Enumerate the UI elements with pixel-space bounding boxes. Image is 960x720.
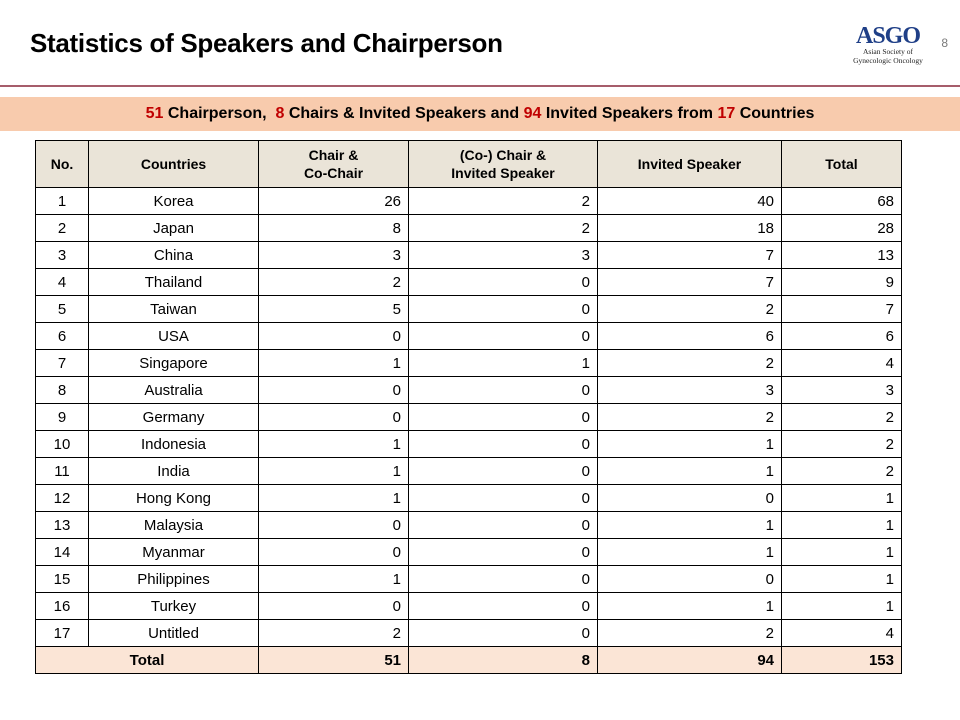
- table-row: [36, 269, 902, 296]
- cell-country: China: [89, 242, 259, 269]
- slide-title: Statistics of Speakers and Chairperson: [30, 28, 503, 58]
- cell-invited: 1: [598, 539, 782, 566]
- cell-country: Untitled: [89, 620, 259, 647]
- cell-chair: 26: [259, 188, 409, 215]
- cell-total: 1: [782, 485, 902, 512]
- cell-country: Japan: [89, 215, 259, 242]
- banner-speaker-label: Invited Speakers from: [545, 105, 713, 122]
- cell-no: 6: [36, 323, 89, 350]
- table-row: [36, 404, 902, 431]
- cell-total: 68: [782, 188, 902, 215]
- table-row: [36, 323, 902, 350]
- cell-chair: 2: [259, 620, 409, 647]
- cell-chair: 1: [259, 458, 409, 485]
- table-body: [36, 188, 902, 647]
- cell-total: 4: [782, 350, 902, 377]
- cell-country: Philippines: [89, 566, 259, 593]
- cell-invited: 40: [598, 188, 782, 215]
- cell-chair: 0: [259, 377, 409, 404]
- table-row: [36, 431, 902, 458]
- cell-no: 1: [36, 188, 89, 215]
- cell-no: 17: [36, 620, 89, 647]
- page-number: 8: [941, 36, 948, 50]
- logo-mark-text: ASGO: [855, 23, 920, 49]
- cell-chair: 0: [259, 539, 409, 566]
- cell-no: 10: [36, 431, 89, 458]
- header-cochair-line1: (Co-) Chair &: [459, 147, 547, 163]
- cell-invited: 1: [598, 512, 782, 539]
- cell-country: Turkey: [89, 593, 259, 620]
- cell-cochair: 0: [409, 269, 598, 296]
- cell-total: 9: [782, 269, 902, 296]
- cell-cochair: 0: [409, 404, 598, 431]
- table-row: [36, 539, 902, 566]
- cell-country: Malaysia: [89, 512, 259, 539]
- cell-invited: 18: [598, 215, 782, 242]
- cell-invited: 1: [598, 593, 782, 620]
- cell-invited: 1: [598, 431, 782, 458]
- cell-cochair: 0: [409, 539, 598, 566]
- cell-country: USA: [89, 323, 259, 350]
- cell-country: Australia: [89, 377, 259, 404]
- cell-total: 3: [782, 377, 902, 404]
- cell-cochair: 0: [409, 431, 598, 458]
- header-no: No.: [36, 141, 89, 188]
- total-cochair: 8: [409, 647, 598, 674]
- cell-cochair: 0: [409, 296, 598, 323]
- cell-cochair: 0: [409, 620, 598, 647]
- cell-invited: 2: [598, 296, 782, 323]
- cell-no: 14: [36, 539, 89, 566]
- cell-no: 15: [36, 566, 89, 593]
- cell-invited: 2: [598, 350, 782, 377]
- banner-country-count: 17: [717, 105, 736, 122]
- cell-cochair: 0: [409, 566, 598, 593]
- table-row: [36, 593, 902, 620]
- header-total: Total: [782, 141, 902, 188]
- cell-total: 1: [782, 593, 902, 620]
- cell-no: 16: [36, 593, 89, 620]
- cell-country: Germany: [89, 404, 259, 431]
- banner-chair-label: Chairperson,: [167, 105, 267, 122]
- header-cochair-speaker: [409, 141, 598, 188]
- cell-total: 1: [782, 539, 902, 566]
- cell-invited: 2: [598, 620, 782, 647]
- total-invited: 94: [598, 647, 782, 674]
- cell-cochair: 2: [409, 215, 598, 242]
- cell-chair: 3: [259, 242, 409, 269]
- logo-mark: [843, 24, 933, 48]
- header-cochair-line2: Invited Speaker: [451, 165, 555, 181]
- cell-invited: 7: [598, 242, 782, 269]
- cell-invited: 2: [598, 404, 782, 431]
- table-row: [36, 377, 902, 404]
- cell-cochair: 0: [409, 323, 598, 350]
- banner-country-label: Countries: [739, 105, 815, 122]
- cell-invited: 0: [598, 566, 782, 593]
- cell-chair: 1: [259, 431, 409, 458]
- table-row: [36, 512, 902, 539]
- total-row: [36, 647, 902, 674]
- cell-country: Myanmar: [89, 539, 259, 566]
- table-row: [36, 242, 902, 269]
- header-chair: [259, 141, 409, 188]
- cell-total: 28: [782, 215, 902, 242]
- cell-total: 13: [782, 242, 902, 269]
- cell-no: 12: [36, 485, 89, 512]
- banner-both-count: 8: [275, 105, 285, 122]
- cell-no: 13: [36, 512, 89, 539]
- cell-country: Taiwan: [89, 296, 259, 323]
- table-row: [36, 350, 902, 377]
- cell-country: Singapore: [89, 350, 259, 377]
- table-row: [36, 620, 902, 647]
- header-countries: Countries: [89, 141, 259, 188]
- table-row: [36, 566, 902, 593]
- cell-total: 2: [782, 404, 902, 431]
- cell-invited: 0: [598, 485, 782, 512]
- header-invited: Invited Speaker: [598, 141, 782, 188]
- cell-chair: 5: [259, 296, 409, 323]
- cell-invited: 7: [598, 269, 782, 296]
- cell-no: 11: [36, 458, 89, 485]
- cell-no: 2: [36, 215, 89, 242]
- cell-chair: 8: [259, 215, 409, 242]
- cell-chair: 0: [259, 512, 409, 539]
- cell-invited: 1: [598, 458, 782, 485]
- cell-chair: 2: [259, 269, 409, 296]
- table-header-row: [36, 141, 902, 188]
- cell-cochair: 3: [409, 242, 598, 269]
- cell-chair: 0: [259, 593, 409, 620]
- cell-cochair: 0: [409, 593, 598, 620]
- total-chair: 51: [259, 647, 409, 674]
- table-row: [36, 215, 902, 242]
- cell-country: Thailand: [89, 269, 259, 296]
- table-row: [36, 296, 902, 323]
- total-total: 153: [782, 647, 902, 674]
- table-row: [36, 485, 902, 512]
- logo-subtitle-line2: Gynecologic Oncology: [853, 55, 923, 65]
- cell-chair: 0: [259, 404, 409, 431]
- cell-total: 1: [782, 512, 902, 539]
- cell-chair: 1: [259, 566, 409, 593]
- asgo-logo: [843, 24, 933, 72]
- cell-chair: 0: [259, 323, 409, 350]
- header-chair-line1: Chair &: [308, 147, 359, 163]
- cell-country: Korea: [89, 188, 259, 215]
- cell-country: Hong Kong: [89, 485, 259, 512]
- cell-invited: 6: [598, 323, 782, 350]
- table-row: [36, 188, 902, 215]
- total-label: Total: [36, 647, 259, 674]
- cell-total: 1: [782, 566, 902, 593]
- cell-chair: 1: [259, 485, 409, 512]
- table-row: [36, 458, 902, 485]
- cell-cochair: 0: [409, 485, 598, 512]
- cell-cochair: 0: [409, 512, 598, 539]
- speaker-statistics-table: [35, 140, 902, 674]
- banner-speaker-count: 94: [523, 105, 542, 122]
- cell-total: 2: [782, 458, 902, 485]
- cell-no: 7: [36, 350, 89, 377]
- cell-chair: 1: [259, 350, 409, 377]
- banner-chair-count: 51: [145, 105, 164, 122]
- cell-cochair: 0: [409, 377, 598, 404]
- cell-no: 9: [36, 404, 89, 431]
- cell-total: 2: [782, 431, 902, 458]
- cell-total: 7: [782, 296, 902, 323]
- cell-cochair: 2: [409, 188, 598, 215]
- cell-total: 4: [782, 620, 902, 647]
- cell-cochair: 1: [409, 350, 598, 377]
- cell-country: Indonesia: [89, 431, 259, 458]
- cell-country: India: [89, 458, 259, 485]
- cell-total: 6: [782, 323, 902, 350]
- cell-invited: 3: [598, 377, 782, 404]
- cell-no: 3: [36, 242, 89, 269]
- banner-both-label: Chairs & Invited Speakers and: [288, 105, 520, 122]
- summary-banner: [0, 97, 960, 131]
- cell-no: 4: [36, 269, 89, 296]
- cell-no: 8: [36, 377, 89, 404]
- header-divider: [0, 85, 960, 87]
- header-chair-line2: Co-Chair: [303, 165, 364, 181]
- cell-cochair: 0: [409, 458, 598, 485]
- logo-subtitle-line1: Asian Society of: [863, 47, 913, 56]
- cell-no: 5: [36, 296, 89, 323]
